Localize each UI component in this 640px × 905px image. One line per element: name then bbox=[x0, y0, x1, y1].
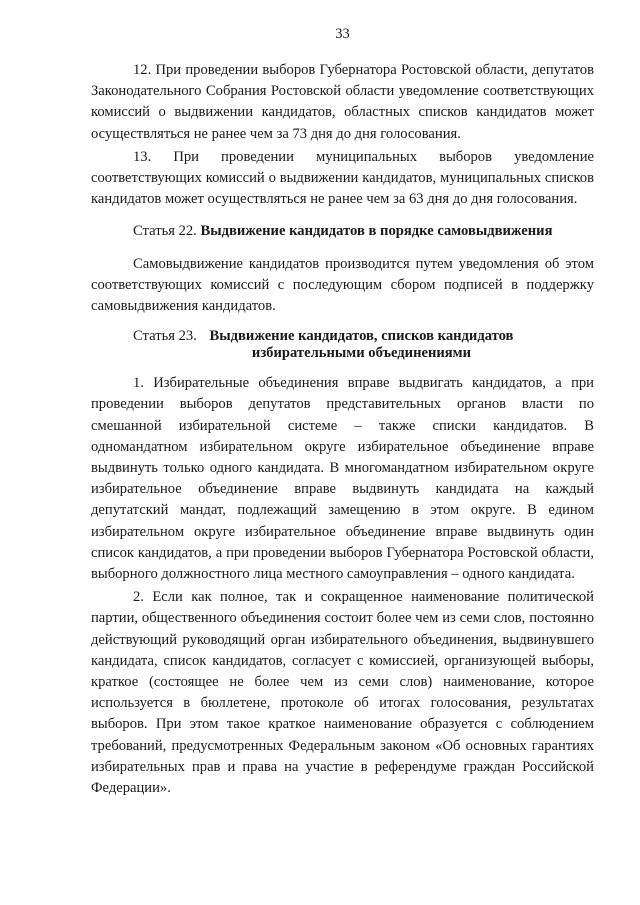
paragraph-13: 13. При проведении муниципальных выборов уведомление соответствующих комиссий о выдвижении кандидатов, муниципальных списков кандидатов может осуществляться не ранее чем за 63 дня до дня голосования. bbox=[91, 148, 594, 208]
page-number: 33 bbox=[335, 26, 350, 42]
article-23-title: Выдвижение кандидатов, списков кандидатов избирательными объединениями bbox=[209, 328, 514, 362]
article-23-label: Статья 23. bbox=[133, 328, 201, 345]
article-22-title: Выдвижение кандидатов в порядке самовыдвижения bbox=[200, 223, 553, 240]
paragraph-12: 12. При проведении выборов Губернатора Ростовской области, депутатов Законодательного Собрания Ростовской области уведомление соответствующих комиссий о выдвижении кандидатов, областных списков кандидатов может осуществляться не ранее чем за 73 дня до дня голосования. bbox=[91, 62, 594, 142]
article-22-label: Статья 22. bbox=[133, 223, 201, 240]
article-23-heading bbox=[91, 328, 594, 362]
document-page bbox=[91, 0, 594, 905]
document-body bbox=[91, 60, 594, 799]
article-23-paragraph-1: 1. Избирательные объединения вправе выдвигать кандидатов, а при проведении выборов депутатов представительных органов власти по смешанной избирательной системе – также списки кандидатов. В одномандатном избирательном округе избирательное объединение вправе выдвинуть только одного кандидата. В многомандатном избирательном округе избирательное объединение вправе выдвинуть кандидата на каждый депутатский мандат, подлежащий замещению в этом округе. В едином избирательном округе избирательное объединение вправе выдвинуть один список кандидатов, а при проведении выборов Губернатора Ростовской области, выборного должностного лица местного самоуправления – одного кандидата. bbox=[91, 375, 594, 583]
article-23-paragraph-2: 2. Если как полное, так и сокращенное наименование политической партии, общественного объединения состоит более чем из семи слов, постоянно действующий руководящий орган избирательного объединения, выдвинувшего кандидата, список кандидатов, согласует с комиссией, организующей выборы, краткое (состоящее не более чем из семи слов) наименование, которое используется в бюллетене, протоколе об итогах голосования, результатах выборов. При этом такое краткое наименование образуется с соблюдением требований, предусмотренных Федеральным законом «Об основных гарантиях избирательных прав и права на участие в референдуме граждан Российской Федерации». bbox=[91, 589, 594, 797]
article-22-heading bbox=[91, 221, 594, 242]
article-22-paragraph: Самовыдвижение кандидатов производится путем уведомления об этом соответствующих комиссий с последующим сбором подписей в поддержку самовыдвижения кандидатов. bbox=[91, 255, 594, 315]
